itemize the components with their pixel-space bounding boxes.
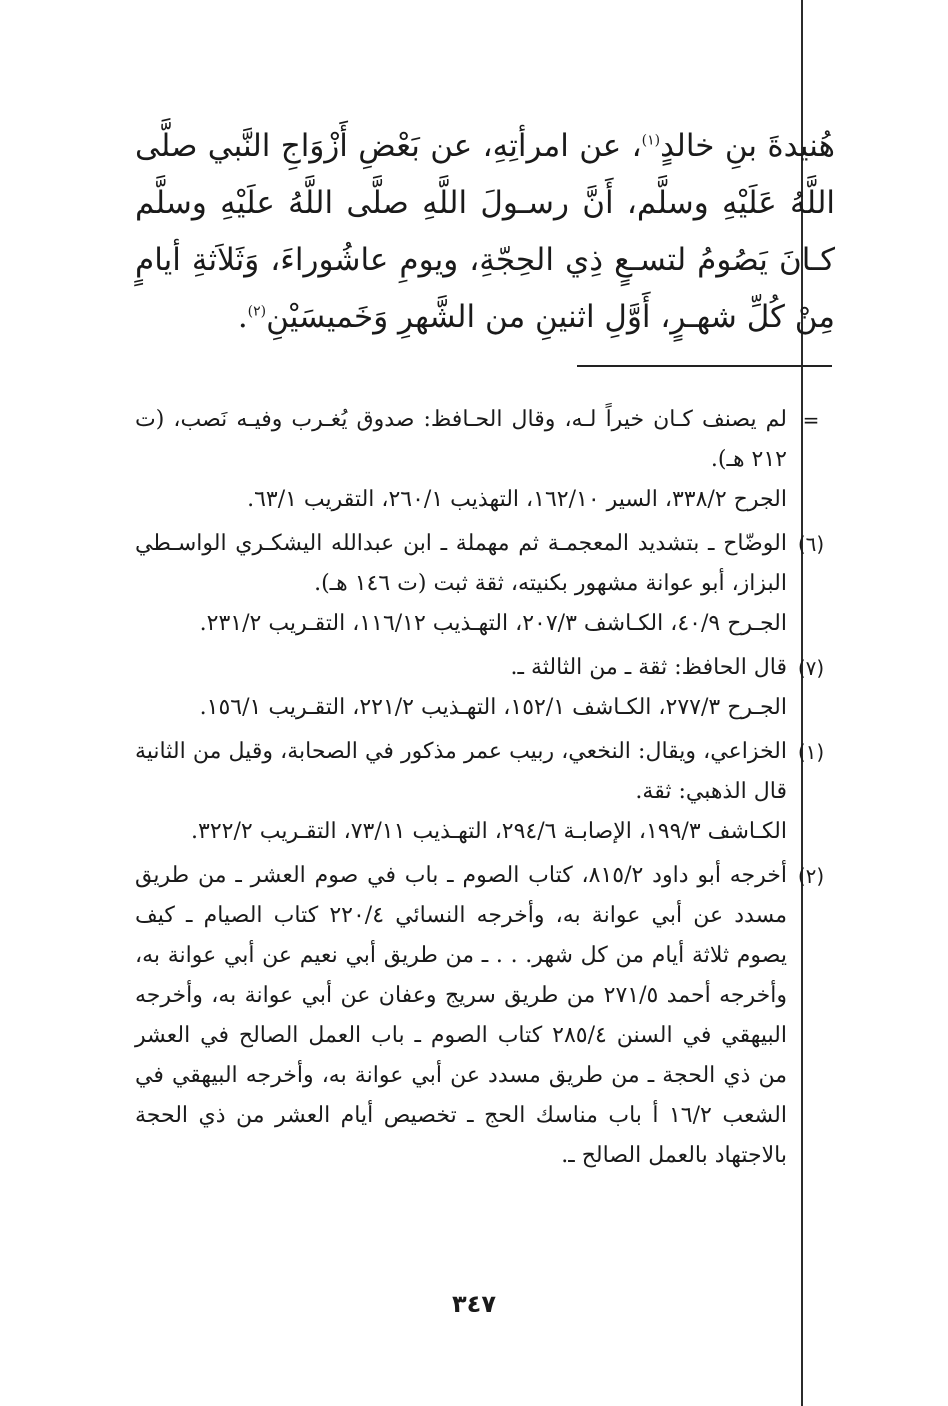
footnote-marker: (٦) bbox=[797, 532, 825, 556]
page-number: ٣٤٧ bbox=[452, 1290, 496, 1318]
footnote-continued bbox=[135, 400, 835, 520]
footnotes-section bbox=[135, 400, 835, 1176]
footnote-marker: (٢) bbox=[797, 864, 825, 888]
footnote-paragraph: الجـرح ٢٧٧/٣، الكـاشف ١٥٢/١، التهـذيب ٢٢١/٢، التقـريب ١٥٦/١. bbox=[199, 695, 787, 720]
footnote-body bbox=[135, 524, 787, 644]
footnote-ref-1: (١) bbox=[641, 132, 661, 149]
footnote-marker: (١) bbox=[797, 740, 825, 764]
footnote-paragraph: الكـاشف ١٩٩/٣، الإصابـة ٢٩٤/٦، التهـذيب ٧٣/١١، التقـريب ٣٢٢/٢. bbox=[191, 819, 787, 844]
footnote-7 bbox=[135, 648, 835, 728]
footnote-paragraph: الوضّاح ـ بتشديد المعجمـة ثم مهملة ـ ابن عبدالله اليشكـري الواسـطي البزاز، أبو عوانة مشهور بكنيته، ثقة ثبت (ت ١٤٦ هـ). bbox=[135, 531, 787, 596]
footnote-body bbox=[135, 400, 787, 520]
footnote-paragraph: الجرح ٣٣٨/٢، السير ١٦٢/١٠، التهذيب ٢٦٠/١، التقريب ٦٣/١. bbox=[247, 487, 787, 512]
footnote-6 bbox=[135, 524, 835, 644]
footnote-ref-2: (٢) bbox=[247, 303, 267, 320]
footnote-1 bbox=[135, 732, 835, 852]
footnote-2 bbox=[135, 856, 835, 1176]
footnote-body bbox=[135, 732, 787, 852]
main-hadith-text bbox=[135, 118, 835, 346]
footnote-paragraph: الخزاعي، ويقال: النخعي، ربيب عمر مذكور في الصحابة، وقيل من الثانية قال الذهبي: ثقة. bbox=[135, 739, 787, 804]
hadith-text-end: . bbox=[237, 299, 248, 335]
footnote-paragraph: الجـرح ٤٠/٩، الكـاشف ٢٠٧/٣، التهـذيب ١١٦/١٢، التقـريب ٢٣١/٢. bbox=[199, 611, 787, 636]
footnote-paragraph: لم يصنف كـان خيراً لـه، وقال الحـافظ: صدوق يُغـرب وفيـه نَصب، (ت ٢١٢ هـ). bbox=[135, 407, 787, 472]
footnote-paragraph: أخرجه أبو داود ٨١٥/٢، كتاب الصوم ـ باب في صوم العشر ـ من طريق مسدد عن أبي عوانة به، وأخرجه النسائي ٢٢٠/٤ كتاب الصيام ـ كيف يصوم ثلاثة أيام من كل شهر. . . ـ من طريق أبي نعيم عن أبي عوانة به، وأخرجه أحمد ٢٧١/٥ من طريق سريج وعفان عن أبي عوانة به، وأخرجه البيهقي في السنن ٢٨٥/٤ كتاب الصوم ـ باب العمل الصالح في العشر من ذي الحجة ـ من طريق مسدد عن أبي عوانة به، وأخرجه البيهقي في الشعب ١٦/٢ أ باب مناسك الحج ـ تخصيص أيام العشر من ذي الحجة بالاجتهاد بالعمل الصالح ـ. bbox=[135, 863, 788, 1168]
footnote-marker: (٧) bbox=[797, 656, 825, 680]
footnote-body bbox=[135, 856, 787, 1176]
footnote-body bbox=[135, 648, 787, 728]
hadith-text-part-2: ، عن امرأتِهِ، عن بَعْضِ أَزْوَاجِ النَّبي صلَّى اللَّهُ عَلَيْهِ وسلَّم، أَنَّ رسـولَ اللَّهِ صلَّى اللَّهُ علَيْهِ وسلَّم كـانَ يَصُومُ لتسـعٍ ذِي الحِجّةِ، ويومِ عاشُوراءَ، وَثَلاَثةِ أيامٍ مِنْ كُلِّ شهـرٍ، أَوَّلِ اثنينِ من الشَّهرِ وَخَميسَيْنِ bbox=[135, 128, 835, 335]
footnote-paragraph: قال الحافظ: ثقة ـ من الثالثة ـ. bbox=[510, 655, 787, 680]
footnote-marker: = bbox=[802, 408, 820, 432]
hadith-text-part-1: هُنيدةَ بنِ خالدٍ bbox=[660, 128, 835, 164]
footnote-separator bbox=[577, 365, 832, 367]
